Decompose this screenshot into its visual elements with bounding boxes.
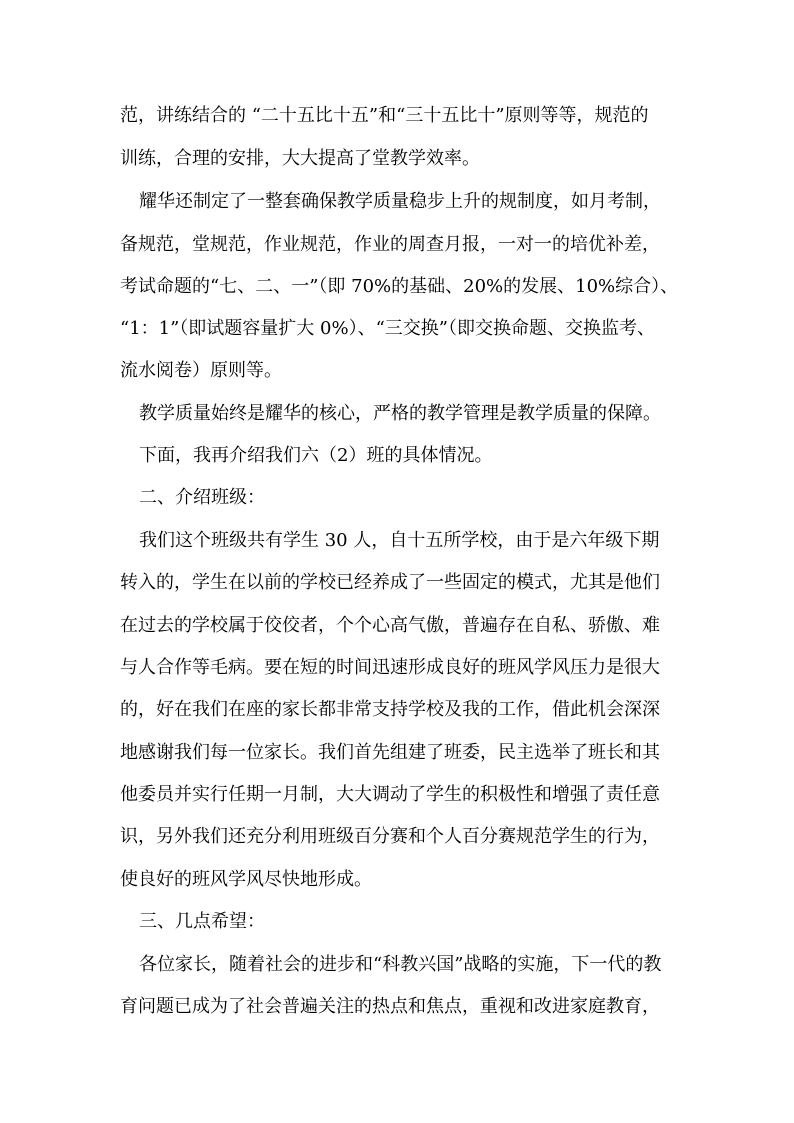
paragraph-start-line: 耀华还制定了一整套确保教学质量稳步上升的规制度，如月考制， [139,191,661,212]
paragraph-start-line: 各位家长，随着社会的进步和“科教兴国”战略的实施，下一代的教 [139,954,662,975]
paragraph-start-line: 下面，我再介绍我们六（2）班的具体情况。 [139,445,493,466]
body-text-line: 转入的，学生在以前的学校已经养成了一些固定的模式，尤其是他们 [120,572,660,593]
paragraph-start-line: 教学质量始终是耀华的核心，严格的教学管理是教学质量的保障。 [139,403,661,424]
body-text-line: 识，另外我们还充分利用班级百分赛和个人百分赛规范学生的行为， [120,826,660,847]
body-text-line: 地感谢我们每一位家长。我们首先组建了班委，民主选举了班长和其 [120,742,660,763]
section-heading-hopes: 三、几点希望： [139,911,265,932]
body-text-line: 与人合作等毛病。要在短的时间迅速形成良好的班风学风压力是很大 [120,657,660,678]
body-text-line: 使良好的班风学风尽快地形成。 [120,869,372,890]
body-text-line: 在过去的学校属于佼佼者，个个心高气傲，普遍存在自私、骄傲、难 [120,615,660,636]
section-heading-class: 二、介绍班级： [139,487,265,508]
body-text-line: 流水阅卷）原则等。 [120,360,282,381]
body-text-line: “1：1”（即试题容量扩大 0%）、“三交换”（即交换命题、交换监考、 [120,318,655,339]
body-text-line: 范，讲练结合的 “二十五比十五”和“三十五比十”原则等等，规范的 [120,105,649,126]
body-text-line: 的，好在我们在座的家长都非常支持学校及我的工作，借此机会深深 [120,699,660,720]
body-text-line: 考试命题的“七、二、一”（即 70%的基础、20%的发展、10%综合）、 [120,276,679,297]
body-text-line: 他委员并实行任期一月制，大大调动了学生的积极性和增强了责任意 [120,784,660,805]
body-text-line: 备规范，堂规范，作业规范，作业的周查月报，一对一的培优补差， [120,234,660,255]
paragraph-start-line: 我们这个班级共有学生 30 人，自十五所学校，由于是六年级下期 [139,530,660,551]
body-text-line: 育问题已成为了社会普遍关注的热点和焦点，重视和改进家庭教育， [120,996,660,1017]
body-text-line: 训练，合理的安排，大大提高了堂教学效率。 [120,148,480,169]
